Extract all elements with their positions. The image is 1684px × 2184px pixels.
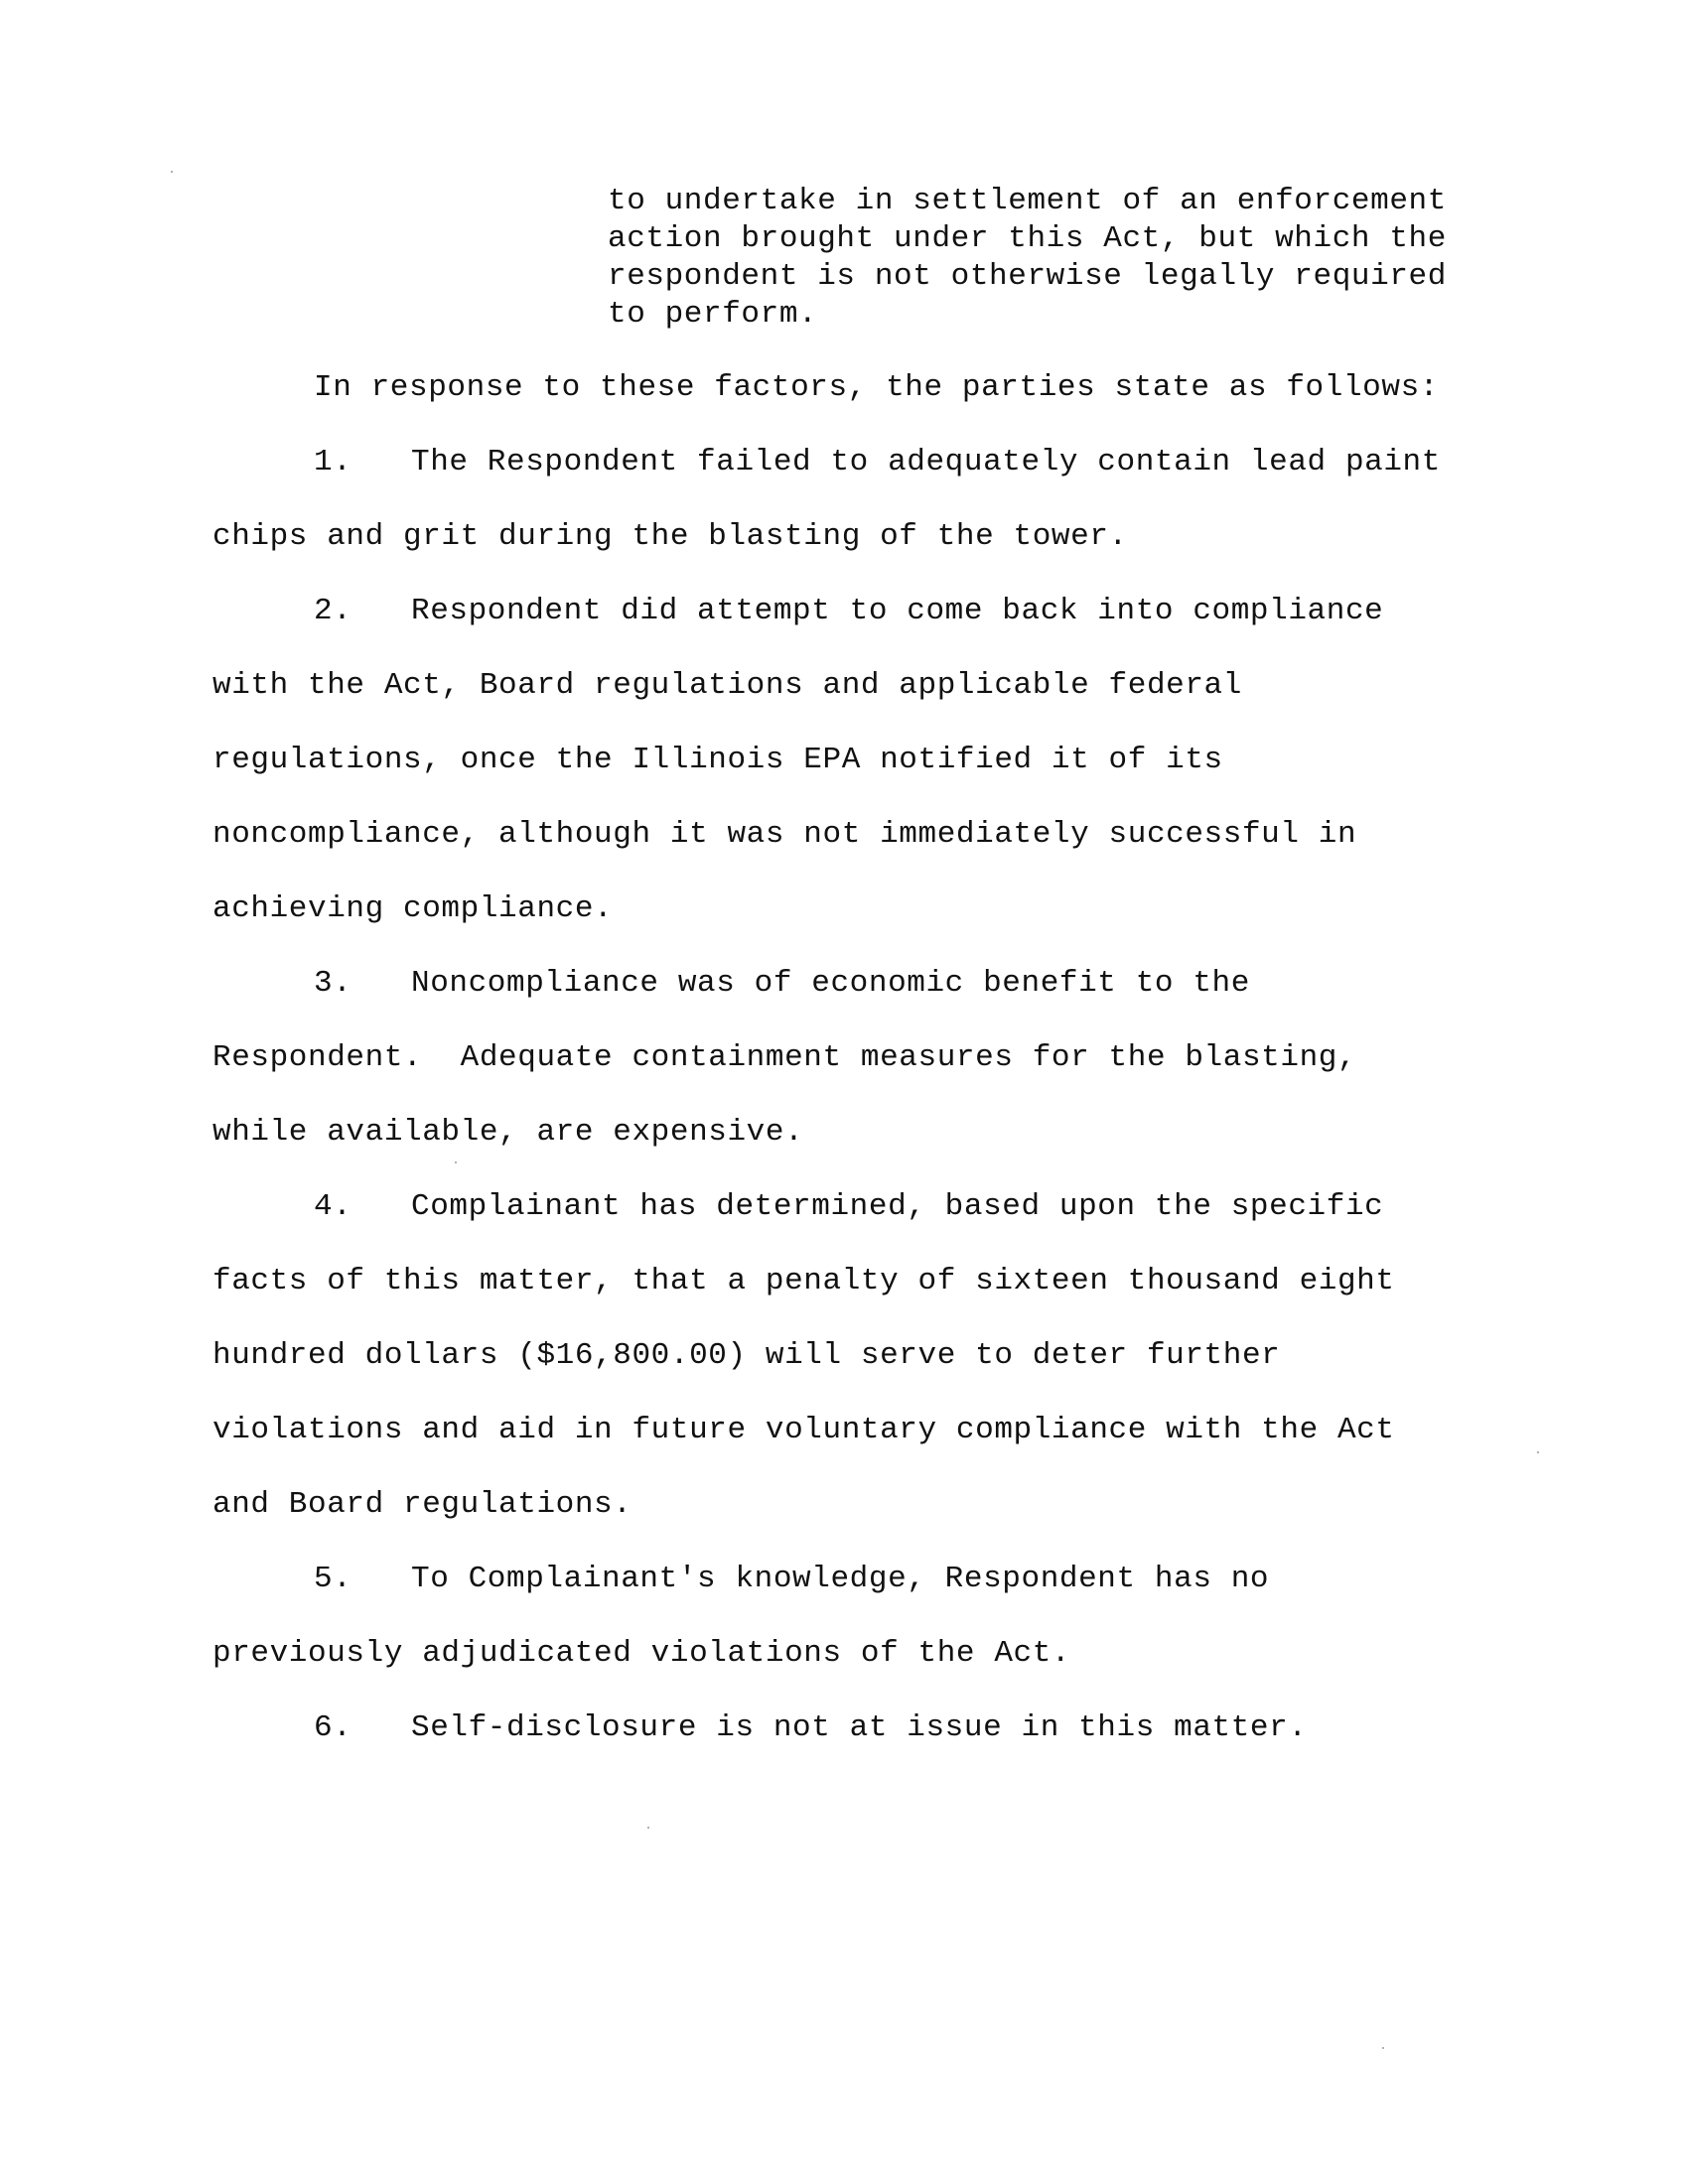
item-continuation: hundred dollars ($16,800.00) will serve to deter further (212, 1338, 1281, 1373)
item-continuation: and Board regulations. (212, 1487, 632, 1522)
scan-speck (1382, 2047, 1384, 2049)
numbered-item-1 (314, 444, 1441, 481)
item-number: 1. (314, 445, 352, 479)
item-number: 5. (314, 1562, 352, 1596)
numbered-item-2 (314, 593, 1383, 630)
item-text: Self-disclosure is not at issue in this matter. (411, 1710, 1308, 1745)
numbered-item-4 (314, 1188, 1383, 1226)
item-text: Noncompliance was of economic benefit to the (411, 966, 1250, 1001)
item-text: Complainant has determined, based upon the specific (411, 1189, 1384, 1224)
item-continuation: regulations, once the Illinois EPA notified it of its (212, 743, 1223, 777)
quote-line: respondent is not otherwise legally required (608, 259, 1447, 294)
item-continuation: violations and aid in future voluntary compliance with the Act (212, 1413, 1395, 1447)
item-text: The Respondent failed to adequately contain lead paint (411, 445, 1441, 479)
item-text: To Complainant's knowledge, Respondent has no (411, 1562, 1270, 1596)
scan-speck (1537, 1451, 1539, 1453)
item-number: 6. (314, 1710, 352, 1745)
scan-speck (647, 1827, 649, 1829)
scan-speck (455, 1161, 457, 1163)
item-continuation: with the Act, Board regulations and applicable federal (212, 668, 1242, 703)
item-continuation: facts of this matter, that a penalty of sixteen thousand eight (212, 1264, 1395, 1298)
item-text: Respondent did attempt to come back into compliance (411, 594, 1384, 628)
item-number: 2. (314, 594, 352, 628)
item-continuation: achieving compliance. (212, 891, 614, 926)
item-continuation: previously adjudicated violations of the Act. (212, 1636, 1071, 1671)
item-continuation: noncompliance, although it was not immediately successful in (212, 817, 1357, 852)
item-continuation: while available, are expensive. (212, 1115, 804, 1150)
numbered-item-3 (314, 965, 1250, 1003)
item-number: 3. (314, 966, 352, 1001)
scan-speck (171, 171, 173, 173)
numbered-item-5 (314, 1561, 1269, 1598)
item-continuation: Respondent. Adequate containment measures for the blasting, (212, 1040, 1357, 1075)
quote-line: action brought under this Act, but which the (608, 221, 1447, 256)
item-number: 4. (314, 1189, 352, 1224)
intro-paragraph: In response to these factors, the parties state as follows: (314, 370, 1439, 405)
item-continuation: chips and grit during the blasting of the tower. (212, 519, 1128, 554)
quote-line: to undertake in settlement of an enforcement (608, 184, 1447, 218)
numbered-item-6 (314, 1709, 1308, 1747)
quote-line: to perform. (608, 297, 818, 332)
